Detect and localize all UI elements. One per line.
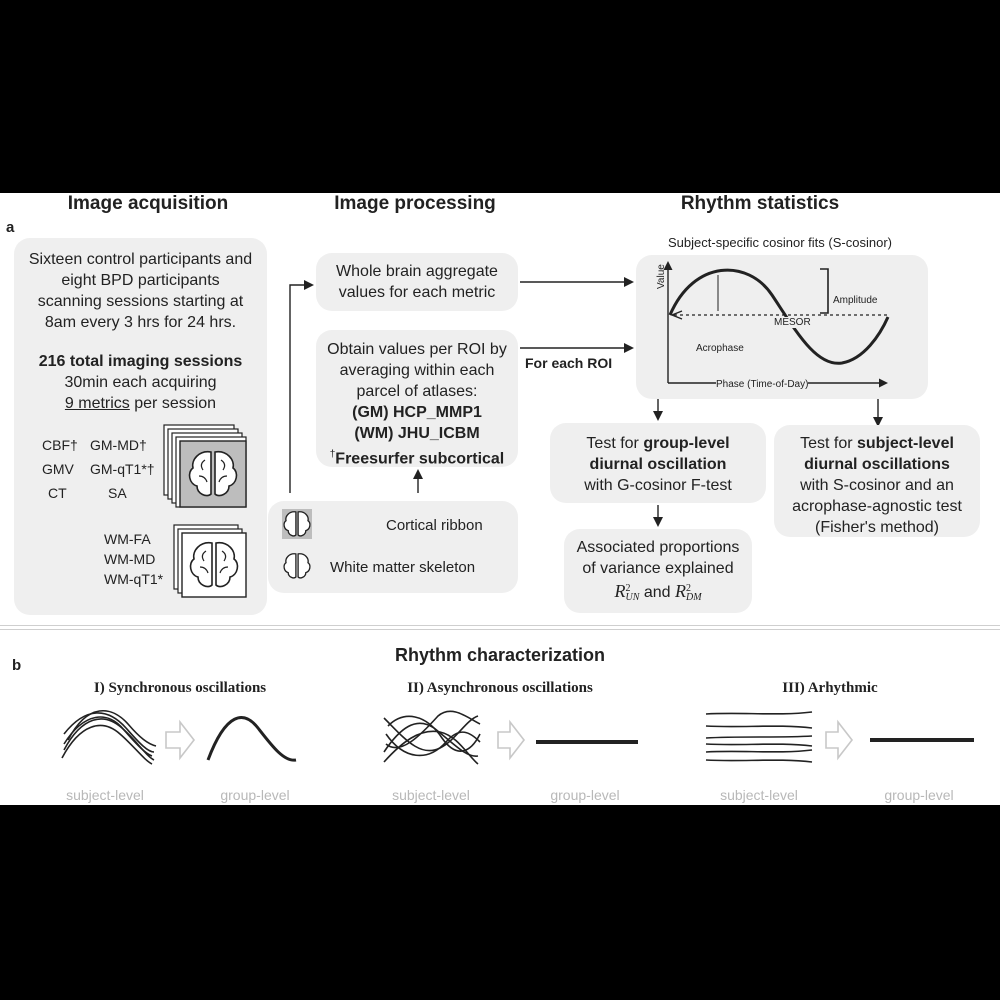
atlas-sub-mark: † — [329, 449, 336, 460]
for-each-roi-label: For each ROI — [525, 355, 613, 371]
metric-wm-qt1: WM-qT1* — [104, 571, 164, 587]
amplitude-bracket — [820, 269, 828, 313]
sessions-total: 216 total imaging sessions — [38, 353, 243, 370]
value-axis-label: Value — [656, 264, 667, 289]
asynchronous-subject-curves — [384, 711, 480, 764]
group-test-post: with G-cosinor F-test — [584, 477, 732, 494]
variance-line-1: Associated proportions — [576, 539, 740, 556]
whole-brain-line-1: Whole brain aggregate — [336, 263, 498, 280]
acquisition-title: Image acquisition — [67, 193, 229, 214]
metric-cbf: CBF† — [42, 437, 78, 453]
metric-sa: SA — [108, 485, 127, 501]
metrics-rest: per session — [129, 395, 217, 412]
case-3-group-label: group-level — [884, 787, 954, 803]
desc-line-2: eight BPD participants — [61, 272, 220, 289]
roi-line-2: averaging within each — [339, 362, 495, 379]
section-divider — [0, 625, 1000, 630]
metric-ct: CT — [48, 485, 67, 501]
rhythm-illustrations — [0, 698, 1000, 778]
metric-wm-md: WM-MD — [104, 551, 156, 567]
atlas-wm: (WM) JHU_ICBM — [354, 425, 480, 442]
rhythm-title: Rhythm statistics — [680, 193, 840, 214]
case-1-subject-label: subject-level — [66, 787, 144, 803]
case-2-title: II) Asynchronous oscillations — [407, 680, 593, 696]
case-3-subject-label: subject-level — [720, 787, 798, 803]
phase-axis-label: Phase (Time-of-Day) — [716, 379, 809, 390]
subject-level-bold: subject-level — [856, 435, 954, 452]
metric-gmv: GMV — [42, 461, 74, 477]
subject-test-line-5: (Fisher's method) — [815, 519, 939, 536]
r2-dm-subscript: DM — [685, 591, 702, 603]
atlas-gm: (GM) HCP_MMP1 — [352, 404, 482, 421]
synchronous-group-curve — [208, 718, 296, 761]
cosinor-title: Subject-specific cosinor fits (S-cosinor) — [668, 235, 892, 250]
subject-test-pre: Test for — [800, 435, 857, 452]
subject-test-text — [774, 433, 980, 538]
case-3-title: III) Arhythmic — [782, 680, 878, 696]
metric-wm-fa: WM-FA — [104, 531, 151, 547]
desc-line-1: Sixteen control participants and — [28, 251, 253, 268]
case-2-group-label: group-level — [550, 787, 620, 803]
variance-text — [564, 537, 752, 603]
synchronous-subject-curves — [62, 711, 156, 764]
subject-test-line-3: with S-cosinor and an — [800, 477, 954, 494]
r2-and: and — [639, 584, 675, 601]
atlas-subcortical: Freesurfer subcortical — [335, 450, 505, 468]
diurnal-oscillations-bold: diurnal oscillations — [804, 456, 950, 473]
whole-brain-line-2: values for each metric — [338, 284, 496, 301]
arhythmic-subject-lines — [706, 712, 812, 762]
characterization-title: Rhythm characterization — [394, 645, 606, 665]
case-1-group-label: group-level — [220, 787, 290, 803]
arrow-icon — [290, 285, 312, 493]
desc-line-4: 8am every 3 hrs for 24 hrs. — [44, 314, 237, 331]
group-test-pre: Test for — [586, 435, 644, 452]
case-2-subject-label: subject-level — [392, 787, 470, 803]
roi-line-1: Obtain values per ROI by — [327, 341, 507, 358]
desc-line-3: scanning sessions starting at — [37, 293, 244, 310]
hollow-arrow-icon — [166, 722, 194, 758]
metrics-count: 9 metrics — [64, 395, 130, 412]
metric-gm-md: GM-MD† — [90, 437, 147, 453]
panel-b-label: b — [12, 657, 22, 674]
variance-line-2: of variance explained — [582, 560, 734, 577]
metric-gm-qt1: GM-qT1*† — [90, 461, 155, 477]
amplitude-label: Amplitude — [833, 295, 878, 306]
processing-title: Image processing — [334, 193, 496, 214]
cortical-ribbon-label: Cortical ribbon — [386, 517, 483, 534]
roi-line-3: parcel of atlases: — [356, 383, 478, 400]
case-1-title: I) Synchronous oscillations — [93, 680, 267, 696]
panel-a-label: a — [6, 219, 15, 236]
acrophase-label: Acrophase — [696, 343, 744, 354]
wm-skeleton-label: White matter skeleton — [330, 559, 476, 576]
r-squared-terms: R 2 UN and R 2 DM — [614, 581, 702, 603]
hollow-arrow-icon — [498, 722, 524, 758]
group-level-bold: group-level — [643, 435, 730, 452]
r2-un-subscript: UN — [625, 591, 640, 603]
subject-test-line-4: acrophase-agnostic test — [792, 498, 962, 515]
sessions-duration: 30min each acquiring — [64, 374, 217, 391]
group-test-text — [550, 433, 766, 496]
figure-panel — [0, 193, 1000, 805]
mesor-label: MESOR — [774, 317, 811, 328]
diurnal-oscillation-bold: diurnal oscillation — [589, 456, 727, 473]
hollow-arrow-icon — [826, 722, 852, 758]
